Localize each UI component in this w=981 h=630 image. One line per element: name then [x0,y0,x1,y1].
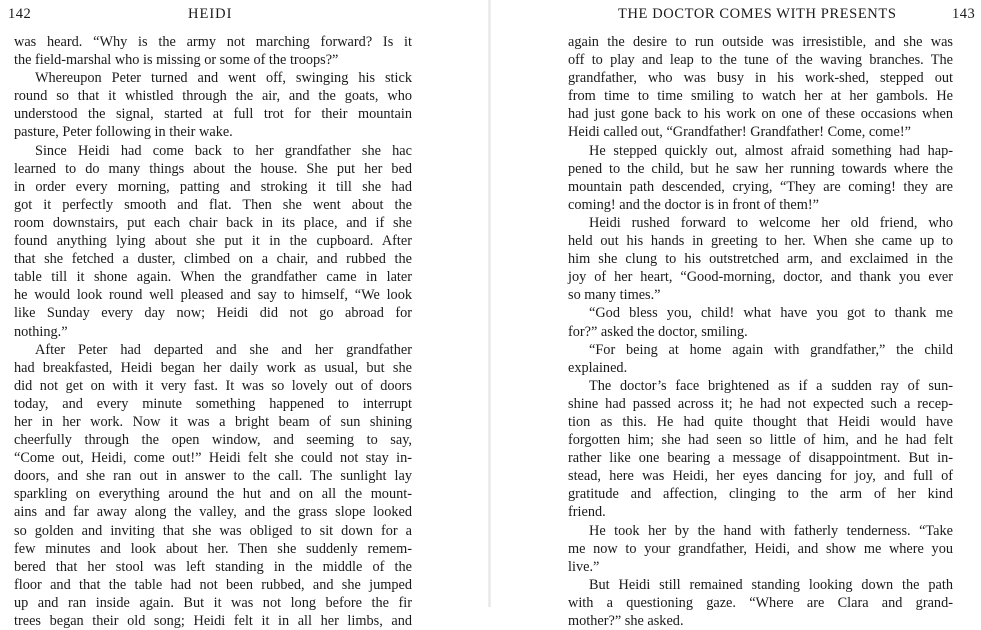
text-line: coming! and the doctor is in front of them!” [568,196,819,213]
text-line: He took her by the hand with fatherly tenderness. “Take [589,522,953,539]
text-line: he would look round well pleased and say to himself, “We look [14,287,412,304]
text-line: grandfather, who was busy in his work-shed, stepped out [568,70,953,87]
text-line: Whereupon Peter turned and went off, swinging his stick [35,70,412,87]
text-line: explained. [568,359,628,376]
page-body [568,33,953,630]
text-line: pened to the child, but he saw her running towards where the [568,160,953,177]
text-line: was heard. “Why is the army not marching forward? Is it [14,34,412,50]
text-line: Since Heidi had come back to her grandfather she hac [35,142,412,159]
text-line: He stepped quickly out, almost afraid something had hap- [589,142,953,159]
text-line: up and ran inside again. But it was not long before the fir [14,594,412,611]
text-line: him she clung to his outstretched arm, and exclaimed in the [568,251,953,268]
text-line: “God bless you, child! what have you got to thank me [589,305,953,322]
page-body [14,33,412,630]
left-page [0,0,490,629]
text-line: pasture, Peter following in their wake. [14,124,233,141]
text-line: bered that her stool was left standing in the middle of the [14,558,412,575]
text-line: me now to your grandfather, Heidi, and show me where you [568,540,953,557]
running-head: HEIDI [188,6,233,22]
text-line: forgotten him; she had seen so little of him, and he had felt [568,432,953,449]
text-line: understood the signal, started at full trot for their mountain [14,106,412,123]
page-number: 143 [952,6,976,22]
text-line: nothing.” [14,323,68,340]
running-head: THE DOCTOR COMES WITH PRESENTS [618,6,897,22]
text-line: sparkling on everything around the hut and on all the mount- [14,486,412,503]
text-line: The doctor’s face brightened as if a sudden ray of sun- [589,377,953,394]
text-line: live.” [568,558,600,575]
text-line: the field-marshal who is missing or some of the troops?” [14,52,339,69]
text-line: from time to time smiling to watch her at her gambols. He [568,88,953,105]
text-line: cheerfully through the open window, and seeming to say, [14,432,412,449]
text-line: gratitude and affection, clinging to the arm of her kind [568,486,953,503]
text-line: Heidi rushed forward to welcome her old friend, who [589,214,953,231]
text-line: so many times.” [568,287,661,304]
text-line: found anything lying about she put it in the cupboard. After [14,233,412,250]
text-line: learned to do many things about the house. She put her bed [14,160,412,177]
text-line: her in her work. Now it was a bright beam of sun shining [14,413,412,430]
text-line: doors, and she ran out in answer to the call. The sunlight lay [14,468,412,485]
text-line: off to play and leap to the tune of the waving branches. The [568,52,953,69]
text-line: mother?” she asked. [568,613,684,629]
text-line: did not get on with it very fast. It was so lovely out of doors [14,377,412,394]
text-line: “Come out, Heidi, come out!” Heidi felt she could not stay in- [14,450,412,467]
text-line: Heidi called out, “Grandfather! Grandfather! Come, come!” [568,124,911,141]
text-line: room downstairs, put each chair back in its place, and if she [14,214,412,231]
text-line: in order every morning, patting and stroking it till she had [14,178,412,195]
text-line: few minutes and look about her. Then she suddenly remem- [14,540,412,557]
text-line: that she fetched a duster, climbed on a chair, and rubbed the [14,251,412,268]
text-line: mountain path descended, crying, “They are coming! they are [568,178,953,195]
text-line: round so that it whistled through the air, and the goats, who [14,88,412,105]
text-line: stead, here was Heidi, her eyes dancing for joy, and full of [568,468,953,485]
text-line: so golden and inviting that she was obliged to sit down for a [14,522,412,539]
text-line: “For being at home again with grandfather,” the child [589,341,953,358]
text-line: ains and far away along the valley, and the grass slope looked [14,504,412,521]
text-line: today, and every minute something happened to interrupt [14,395,412,412]
text-line: shine had passed across it; he had not expected such a recep- [568,395,953,412]
right-page [490,0,981,629]
text-line: like Sunday every day now; Heidi did not go abroad for [14,305,412,322]
text-line: held out his hands in greeting to her. When she came up to [568,233,953,250]
text-line: tion as this. He had quite thought that Heidi would have [568,413,953,430]
page-number: 142 [8,6,32,22]
text-line: trees began their old song; Heidi felt it in all her limbs, and [14,613,412,629]
text-line: got it perfectly smooth and flat. Then she went about the [14,196,412,213]
text-line: floor and that the table had not been rubbed, and she jumped [14,576,412,593]
text-line: with a questioning gaze. “Where are Clara and grand- [568,594,953,611]
text-line: table till it shone again. When the grandfather came in later [14,269,412,286]
text-line: again the desire to run outside was irresistible, and she was [568,34,953,50]
text-line: joy of her heart, “Good-morning, doctor, and thank you ever [568,269,953,286]
text-line: After Peter had departed and she and her grandfather [35,341,412,358]
text-line: friend. [568,504,606,521]
text-line: had breakfasted, Heidi began her daily work as usual, but she [14,359,412,376]
text-line: had just gone back to his work on one of these occasions when [568,106,953,123]
text-line: for?” asked the doctor, smiling. [568,323,748,340]
text-line: rather like one bearing a message of disappointment. But in- [568,450,953,467]
text-line: But Heidi still remained standing looking down the path [589,576,953,593]
